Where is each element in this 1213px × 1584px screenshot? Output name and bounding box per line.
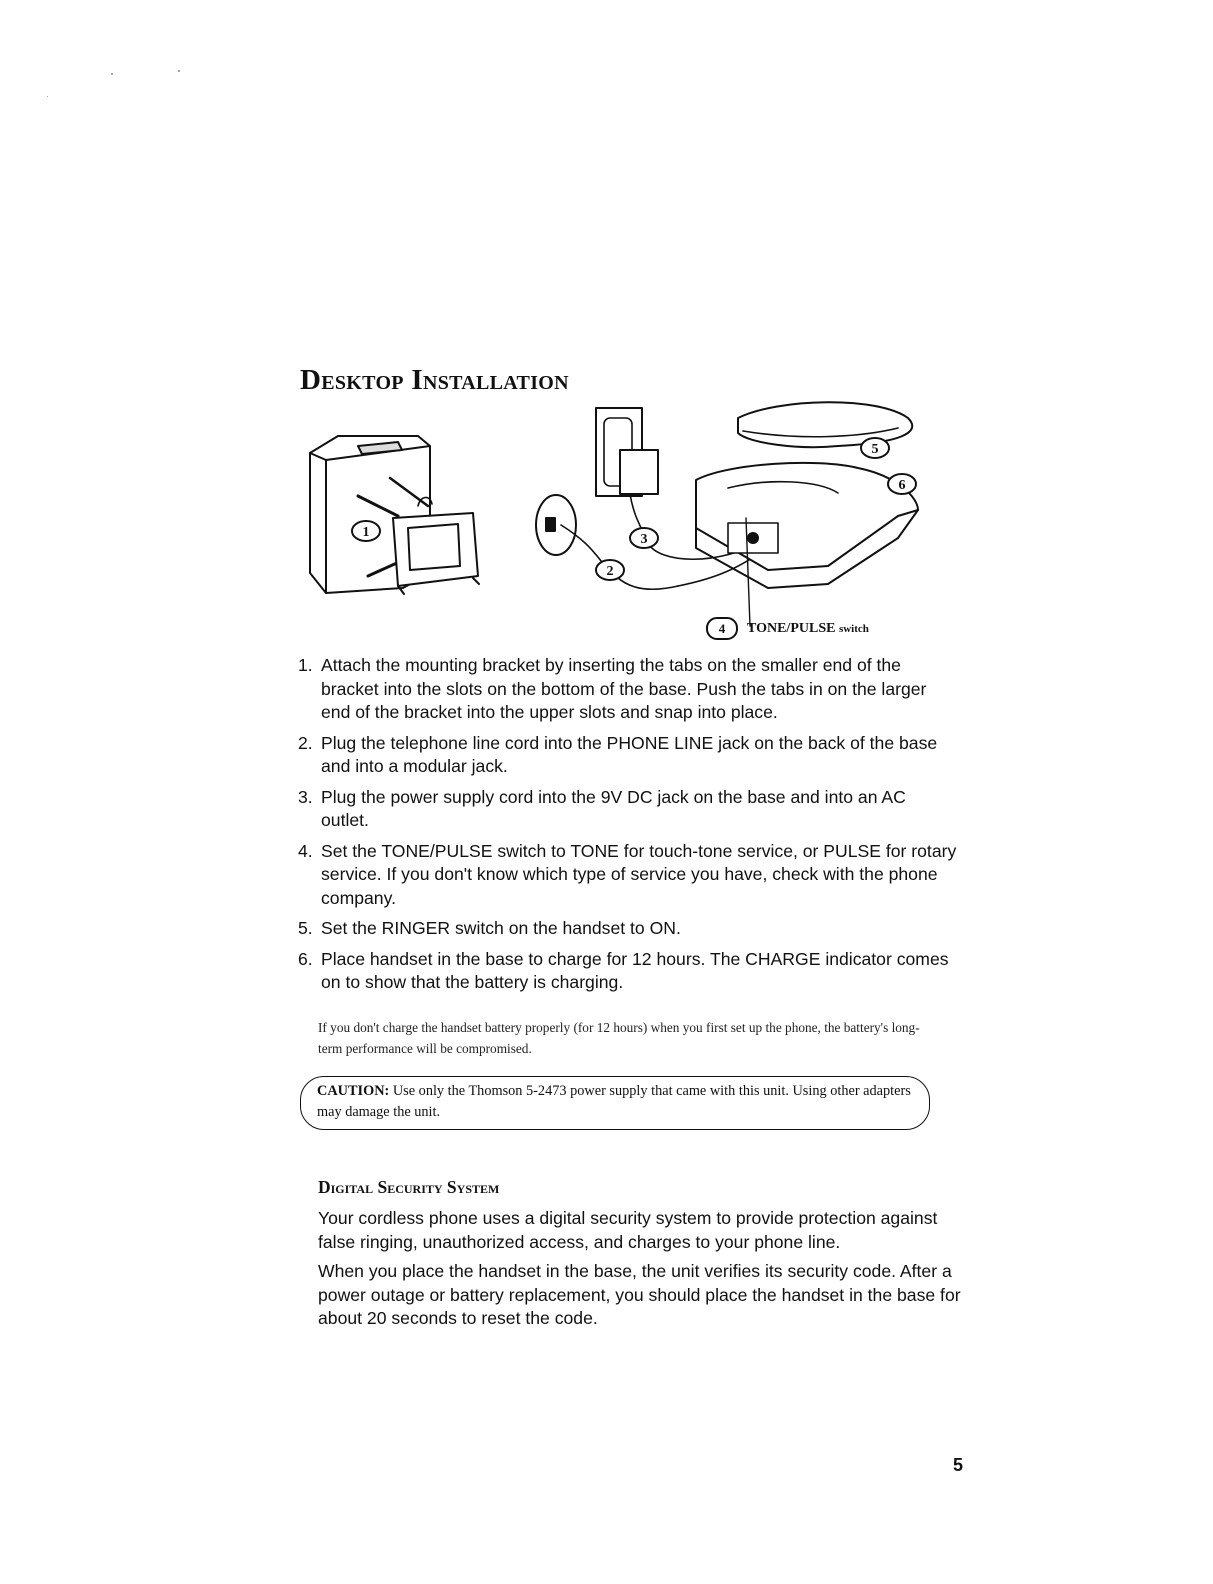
callout-6-badge [888,474,916,494]
caution-text: Use only the Thomson 5-2473 power supply that came with this unit. Using other adapters may damage the unit. [317,1083,911,1120]
caution-box [300,1076,930,1130]
step-text: Attach the mounting bracket by inserting the tabs on the smaller end of the bracket into the slots on the bottom of the base. Push the tabs in on the larger end of the bracket into the upper slots and snap into place. [321,655,927,722]
charging-base-and-handset-illustration [696,402,918,626]
list-item [298,948,958,995]
step-number: 4. [298,840,313,861]
installation-diagram [298,398,948,648]
callout-6-label: 6 [898,478,906,493]
page-number: 5 [953,1455,964,1475]
callout-4-badge: 4 [706,617,738,640]
callout-1-label: 1 [362,525,370,540]
callout-3-badge [630,528,658,548]
list-item [298,654,958,725]
callout-2-label: 2 [606,564,614,579]
caution-label: CAUTION: [317,1083,390,1099]
callout-5-badge [861,438,889,458]
installation-steps [298,654,958,1002]
step-number: 2. [298,732,313,753]
step-number: 5. [298,918,313,938]
section-heading: Digital Security System [318,1177,500,1197]
scan-speck [111,73,113,75]
step-text: Plug the telephone line cord into the PHONE LINE jack on the back of the base and into a modular jack. [321,732,938,776]
callout-1-badge [352,521,380,541]
caption-suffix: switch [838,622,869,635]
callout-3-label: 3 [640,532,648,547]
step-number: 3. [298,786,313,807]
list-item [298,732,958,779]
scan-speck [47,96,48,97]
list-item [298,786,958,833]
base-with-bracket-illustration [310,436,479,594]
step-number: 1. [298,655,313,675]
scan-speck [178,70,180,72]
step-text: Plug the power supply cord into the 9V DC jack on the base and into an AC outlet. [321,786,906,830]
security-paragraph-1: Your cordless phone uses a digital security system to provide protection against false ringing, unauthorized access, and charges to your phone line. [318,1208,938,1252]
figure-caption [706,617,869,640]
callout-2-badge [596,560,624,580]
step-text: Set the TONE/PULSE switch to TONE for touch-tone service, or PULSE for rotary service. If you don't know which type of service you have, check with the phone company. [321,840,957,908]
battery-note: If you don't charge the handset battery properly (for 12 hours) when you first set up the phone, the battery's long-term performance will be compromised. [318,1020,920,1056]
callout-5-label: 5 [871,442,879,457]
step-number: 6. [298,948,313,969]
page-title: Desktop Installation [300,364,569,396]
step-text: Place handset in the base to charge for 12 hours. The CHARGE indicator comes on to show that the battery is charging. [321,948,949,992]
list-item [298,840,958,911]
list-item [298,917,958,941]
caption-label: TONE/PULSE [747,620,836,636]
step-text: Set the RINGER switch on the handset to ON. [321,918,681,938]
security-paragraph-2: When you place the handset in the base, the unit verifies its security code. After a power outage or battery replacement, you should place the handset in the base for about 20 seconds to reset the code. [318,1261,961,1328]
